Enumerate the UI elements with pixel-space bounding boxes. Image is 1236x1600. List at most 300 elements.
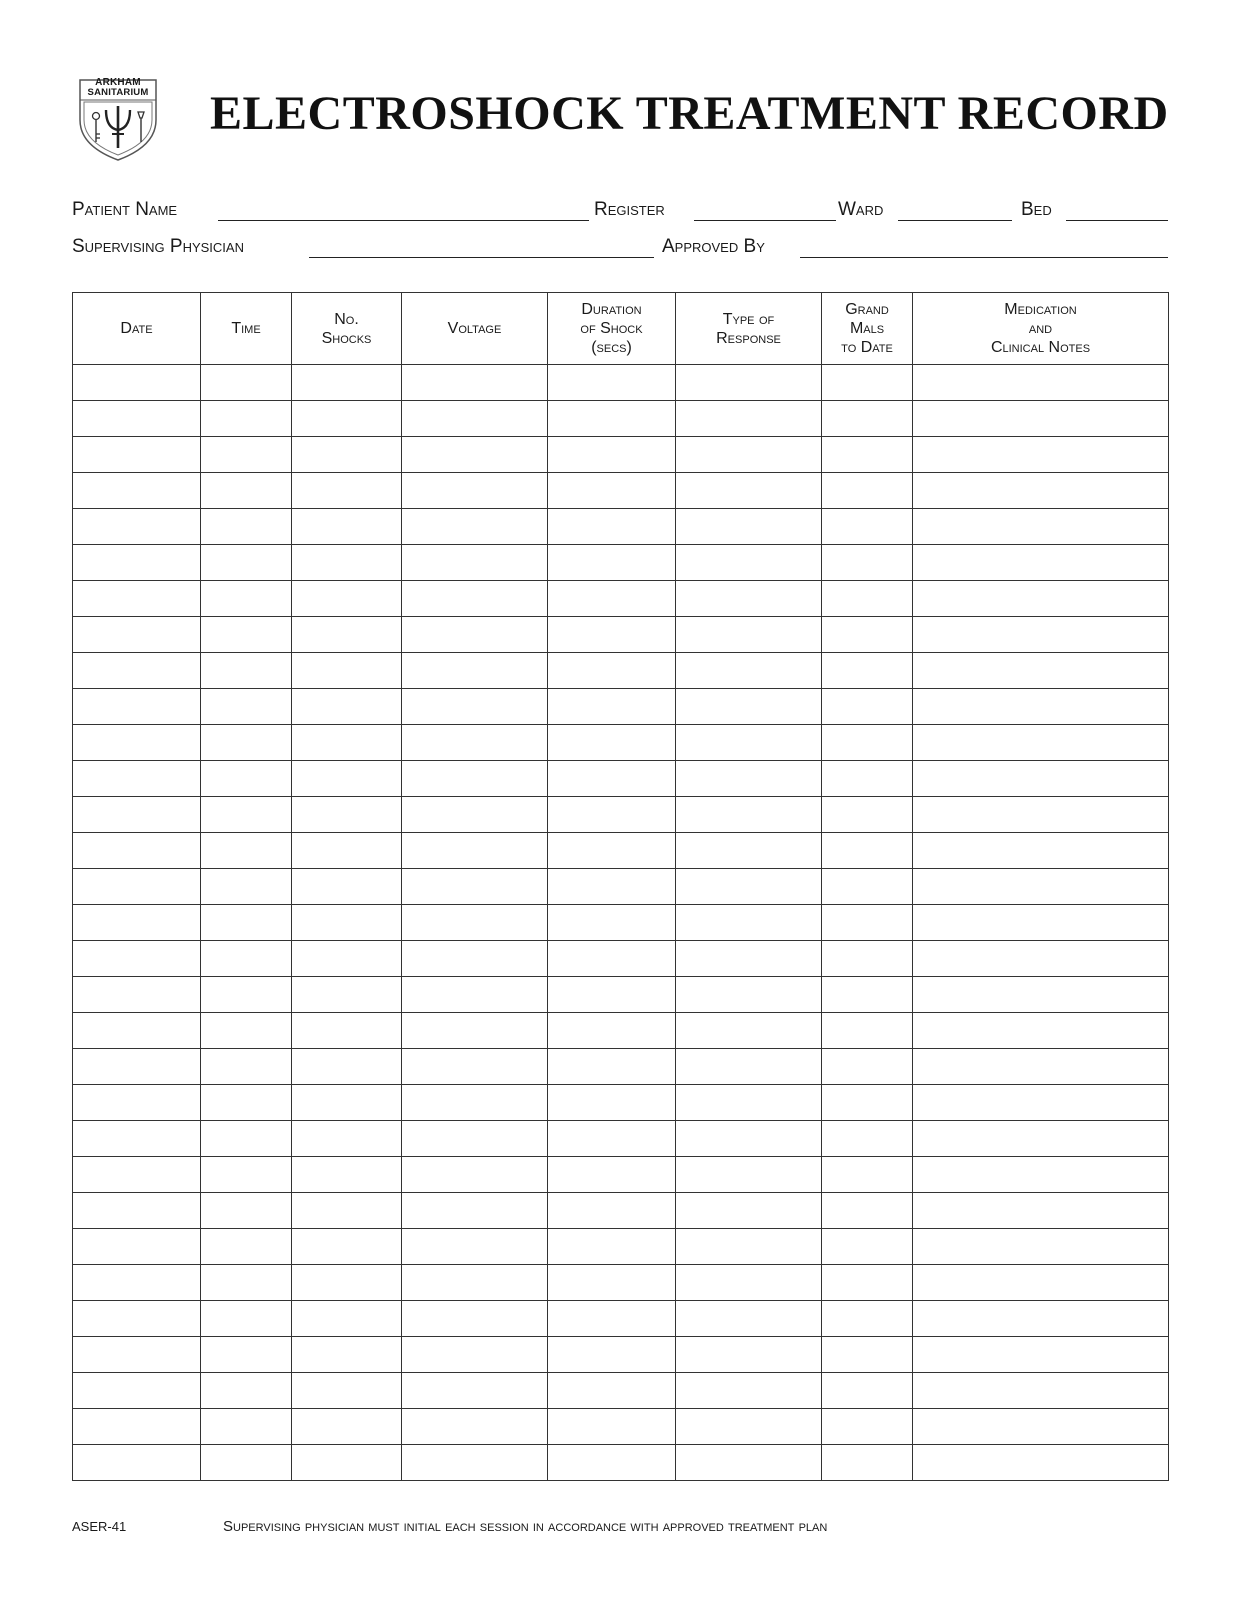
table-cell[interactable]	[676, 761, 822, 797]
table-cell[interactable]	[913, 761, 1169, 797]
table-cell[interactable]	[913, 797, 1169, 833]
table-cell[interactable]	[402, 545, 548, 581]
table-cell[interactable]	[201, 1229, 292, 1265]
table-cell[interactable]	[73, 1265, 201, 1301]
table-cell[interactable]	[913, 1301, 1169, 1337]
table-cell[interactable]	[73, 1121, 201, 1157]
table-cell[interactable]	[73, 1085, 201, 1121]
table-cell[interactable]	[292, 761, 402, 797]
table-cell[interactable]	[676, 653, 822, 689]
table-cell[interactable]	[73, 725, 201, 761]
table-cell[interactable]	[201, 905, 292, 941]
table-cell[interactable]	[73, 1157, 201, 1193]
table-cell[interactable]	[292, 437, 402, 473]
table-cell[interactable]	[201, 1049, 292, 1085]
table-cell[interactable]	[822, 1409, 913, 1445]
table-cell[interactable]	[292, 1337, 402, 1373]
table-cell[interactable]	[822, 941, 913, 977]
table-cell[interactable]	[402, 725, 548, 761]
table-row	[73, 941, 1169, 977]
table-cell[interactable]	[292, 1157, 402, 1193]
table-cell[interactable]	[402, 581, 548, 617]
table-cell[interactable]	[73, 509, 201, 545]
table-cell[interactable]	[913, 581, 1169, 617]
table-cell[interactable]	[201, 977, 292, 1013]
table-cell[interactable]	[822, 1085, 913, 1121]
table-cell[interactable]	[402, 869, 548, 905]
table-cell[interactable]	[402, 1157, 548, 1193]
table-cell[interactable]	[913, 1265, 1169, 1301]
table-cell[interactable]	[292, 653, 402, 689]
table-body	[73, 365, 1169, 1481]
table-cell[interactable]	[201, 1409, 292, 1445]
table-cell[interactable]	[548, 905, 676, 941]
patient-name-field[interactable]	[218, 220, 589, 221]
table-cell[interactable]	[292, 1013, 402, 1049]
table-cell[interactable]	[822, 1229, 913, 1265]
table-cell[interactable]	[676, 473, 822, 509]
table-cell[interactable]	[292, 545, 402, 581]
table-cell[interactable]	[913, 1085, 1169, 1121]
table-row	[73, 1193, 1169, 1229]
table-cell[interactable]	[913, 869, 1169, 905]
column-header: Grand Mals to Date	[822, 293, 913, 365]
table-cell[interactable]	[676, 797, 822, 833]
table-cell[interactable]	[913, 473, 1169, 509]
table-cell[interactable]	[822, 1337, 913, 1373]
table-cell[interactable]	[548, 473, 676, 509]
table-row	[73, 401, 1169, 437]
table-cell[interactable]	[292, 1373, 402, 1409]
table-cell[interactable]	[676, 1265, 822, 1301]
seal-text-top: ARKHAM	[95, 77, 141, 88]
table-cell[interactable]	[822, 1373, 913, 1409]
table-row	[73, 725, 1169, 761]
table-cell[interactable]	[201, 509, 292, 545]
table-cell[interactable]	[292, 905, 402, 941]
table-cell[interactable]	[292, 617, 402, 653]
table-cell[interactable]	[73, 1301, 201, 1337]
table-cell[interactable]	[201, 1121, 292, 1157]
table-cell[interactable]	[201, 545, 292, 581]
table-cell[interactable]	[201, 1085, 292, 1121]
table-cell[interactable]	[676, 617, 822, 653]
column-header: Time	[201, 293, 292, 365]
sanitarium-seal	[76, 76, 160, 162]
table-cell[interactable]	[402, 1337, 548, 1373]
table-cell[interactable]	[676, 833, 822, 869]
table-cell[interactable]	[73, 941, 201, 977]
table-cell[interactable]	[913, 617, 1169, 653]
table-cell[interactable]	[676, 1301, 822, 1337]
form-code: ASER-41	[72, 1519, 127, 1534]
table-cell[interactable]	[822, 689, 913, 725]
document-title: ELECTROSHOCK TREATMENT RECORD	[210, 87, 1169, 140]
table-cell[interactable]	[402, 1229, 548, 1265]
table-cell[interactable]	[73, 1193, 201, 1229]
table-cell[interactable]	[73, 1049, 201, 1085]
table-cell[interactable]	[822, 1157, 913, 1193]
table-cell[interactable]	[201, 365, 292, 401]
table-cell[interactable]	[548, 977, 676, 1013]
table-cell[interactable]	[548, 1373, 676, 1409]
table-cell[interactable]	[201, 761, 292, 797]
table-cell[interactable]	[73, 833, 201, 869]
table-row	[73, 437, 1169, 473]
table-cell[interactable]	[201, 1301, 292, 1337]
column-header: No. Shocks	[292, 293, 402, 365]
table-row	[73, 1301, 1169, 1337]
table-cell[interactable]	[822, 1445, 913, 1481]
table-cell[interactable]	[201, 833, 292, 869]
table-cell[interactable]	[822, 1301, 913, 1337]
table-cell[interactable]	[913, 1157, 1169, 1193]
table-cell[interactable]	[292, 1409, 402, 1445]
table-row	[73, 1085, 1169, 1121]
table-cell[interactable]	[548, 1301, 676, 1337]
table-cell[interactable]	[292, 1301, 402, 1337]
table-cell[interactable]	[548, 833, 676, 869]
table-cell[interactable]	[73, 365, 201, 401]
table-cell[interactable]	[548, 1157, 676, 1193]
table-cell[interactable]	[822, 761, 913, 797]
table-row	[73, 1229, 1169, 1265]
table-cell[interactable]	[913, 1409, 1169, 1445]
table-cell[interactable]	[201, 725, 292, 761]
table-cell[interactable]	[548, 1085, 676, 1121]
table-row	[73, 833, 1169, 869]
table-cell[interactable]	[676, 1049, 822, 1085]
table-cell[interactable]	[201, 1265, 292, 1301]
supervising-physician-label: Supervising Physician	[72, 236, 244, 257]
table-cell[interactable]	[292, 977, 402, 1013]
table-cell[interactable]	[676, 1445, 822, 1481]
table-cell[interactable]	[676, 725, 822, 761]
table-cell[interactable]	[822, 1193, 913, 1229]
table-cell[interactable]	[402, 905, 548, 941]
seal-text-bottom: SANITARIUM	[87, 87, 149, 98]
table-cell[interactable]	[402, 437, 548, 473]
table-cell[interactable]	[73, 1409, 201, 1445]
table-cell[interactable]	[676, 869, 822, 905]
table-row	[73, 653, 1169, 689]
table-cell[interactable]	[548, 1049, 676, 1085]
table-cell[interactable]	[402, 401, 548, 437]
supervising-physician-field[interactable]	[309, 257, 654, 258]
table-cell[interactable]	[73, 1445, 201, 1481]
table-cell[interactable]	[402, 365, 548, 401]
table-cell[interactable]	[548, 1265, 676, 1301]
table-cell[interactable]	[676, 977, 822, 1013]
table-cell[interactable]	[822, 869, 913, 905]
table-cell[interactable]	[402, 473, 548, 509]
table-cell[interactable]	[822, 509, 913, 545]
table-row	[73, 365, 1169, 401]
table-cell[interactable]	[292, 941, 402, 977]
table-cell[interactable]	[676, 581, 822, 617]
table-cell[interactable]	[402, 797, 548, 833]
table-cell[interactable]	[201, 1337, 292, 1373]
footer-instruction: Supervising physician must initial each session in accordance with approved treatment plan	[223, 1518, 828, 1535]
table-cell[interactable]	[548, 869, 676, 905]
table-cell[interactable]	[822, 545, 913, 581]
table-cell[interactable]	[548, 1121, 676, 1157]
table-row	[73, 473, 1169, 509]
table-cell[interactable]	[402, 761, 548, 797]
table-cell[interactable]	[402, 689, 548, 725]
table-cell[interactable]	[402, 833, 548, 869]
table-cell[interactable]	[548, 761, 676, 797]
table-row	[73, 797, 1169, 833]
table-cell[interactable]	[822, 1121, 913, 1157]
table-cell[interactable]	[676, 1373, 822, 1409]
table-cell[interactable]	[73, 797, 201, 833]
table-cell[interactable]	[822, 581, 913, 617]
bed-field[interactable]	[1066, 220, 1168, 221]
table-cell[interactable]	[292, 1121, 402, 1157]
table-cell[interactable]	[676, 1013, 822, 1049]
table-row	[73, 1013, 1169, 1049]
table-cell[interactable]	[548, 689, 676, 725]
table-cell[interactable]	[822, 833, 913, 869]
table-cell[interactable]	[292, 365, 402, 401]
table-cell[interactable]	[201, 689, 292, 725]
table-cell[interactable]	[913, 833, 1169, 869]
table-cell[interactable]	[73, 869, 201, 905]
table-cell[interactable]	[292, 509, 402, 545]
table-cell[interactable]	[73, 617, 201, 653]
table-cell[interactable]	[548, 1445, 676, 1481]
table-cell[interactable]	[548, 797, 676, 833]
table-cell[interactable]	[822, 977, 913, 1013]
table-cell[interactable]	[676, 905, 822, 941]
table-cell[interactable]	[402, 1193, 548, 1229]
table-cell[interactable]	[676, 437, 822, 473]
table-cell[interactable]	[822, 653, 913, 689]
table-cell[interactable]	[402, 1301, 548, 1337]
table-cell[interactable]	[201, 869, 292, 905]
table-cell[interactable]	[676, 509, 822, 545]
table-cell[interactable]	[201, 473, 292, 509]
table-cell[interactable]	[73, 401, 201, 437]
table-cell[interactable]	[548, 365, 676, 401]
table-cell[interactable]	[676, 365, 822, 401]
table-cell[interactable]	[73, 977, 201, 1013]
table-cell[interactable]	[913, 725, 1169, 761]
table-cell[interactable]	[292, 1049, 402, 1085]
patient-name-label: Patient Name	[72, 199, 178, 220]
table-cell[interactable]	[548, 401, 676, 437]
table-cell[interactable]	[676, 545, 822, 581]
table-cell[interactable]	[201, 941, 292, 977]
table-cell[interactable]	[822, 1265, 913, 1301]
table-cell[interactable]	[201, 1013, 292, 1049]
table-cell[interactable]	[73, 1373, 201, 1409]
approved-by-field[interactable]	[800, 257, 1168, 258]
table-cell[interactable]	[201, 1445, 292, 1481]
table-cell[interactable]	[913, 1337, 1169, 1373]
table-cell[interactable]	[676, 689, 822, 725]
table-cell[interactable]	[676, 401, 822, 437]
table-cell[interactable]	[292, 1229, 402, 1265]
table-cell[interactable]	[913, 1229, 1169, 1265]
table-row	[73, 869, 1169, 905]
table-cell[interactable]	[201, 437, 292, 473]
table-cell[interactable]	[913, 689, 1169, 725]
table-cell[interactable]	[292, 1193, 402, 1229]
table-cell[interactable]	[822, 1049, 913, 1085]
table-cell[interactable]	[201, 1157, 292, 1193]
table-cell[interactable]	[292, 1445, 402, 1481]
table-cell[interactable]	[548, 509, 676, 545]
table-row	[73, 509, 1169, 545]
table-cell[interactable]	[676, 1121, 822, 1157]
table-cell[interactable]	[913, 1049, 1169, 1085]
table-cell[interactable]	[292, 689, 402, 725]
column-header: Duration of Shock (secs)	[548, 293, 676, 365]
table-cell[interactable]	[292, 725, 402, 761]
table-cell[interactable]	[292, 797, 402, 833]
table-cell[interactable]	[548, 581, 676, 617]
table-cell[interactable]	[73, 905, 201, 941]
table-cell[interactable]	[822, 473, 913, 509]
table-cell[interactable]	[913, 977, 1169, 1013]
table-cell[interactable]	[292, 401, 402, 437]
table-cell[interactable]	[913, 1193, 1169, 1229]
table-cell[interactable]	[73, 1229, 201, 1265]
table-cell[interactable]	[402, 977, 548, 1013]
table-cell[interactable]	[676, 1229, 822, 1265]
table-cell[interactable]	[73, 473, 201, 509]
table-cell[interactable]	[913, 509, 1169, 545]
table-cell[interactable]	[201, 617, 292, 653]
table-cell[interactable]	[292, 1265, 402, 1301]
table-cell[interactable]	[548, 1337, 676, 1373]
table-cell[interactable]	[402, 1049, 548, 1085]
table-cell[interactable]	[402, 941, 548, 977]
table-cell[interactable]	[402, 1121, 548, 1157]
column-header: Date	[73, 293, 201, 365]
table-cell[interactable]	[73, 437, 201, 473]
table-cell[interactable]	[73, 545, 201, 581]
table-row	[73, 977, 1169, 1013]
table-row	[73, 1265, 1169, 1301]
table-cell[interactable]	[292, 473, 402, 509]
ward-field[interactable]	[898, 220, 1012, 221]
table-cell[interactable]	[676, 1157, 822, 1193]
table-cell[interactable]	[822, 617, 913, 653]
table-cell[interactable]	[822, 437, 913, 473]
table-cell[interactable]	[548, 545, 676, 581]
register-field[interactable]	[694, 220, 836, 221]
table-cell[interactable]	[402, 653, 548, 689]
table-cell[interactable]	[548, 1229, 676, 1265]
table-cell[interactable]	[73, 653, 201, 689]
table-cell[interactable]	[402, 617, 548, 653]
table-row	[73, 1409, 1169, 1445]
table-cell[interactable]	[292, 833, 402, 869]
table-row	[73, 1445, 1169, 1481]
table-cell[interactable]	[913, 1445, 1169, 1481]
table-cell[interactable]	[913, 653, 1169, 689]
table-cell[interactable]	[548, 437, 676, 473]
table-cell[interactable]	[676, 1193, 822, 1229]
table-cell[interactable]	[676, 1085, 822, 1121]
table-cell[interactable]	[292, 1085, 402, 1121]
table-cell[interactable]	[73, 581, 201, 617]
table-cell[interactable]	[548, 617, 676, 653]
table-cell[interactable]	[822, 365, 913, 401]
table-row	[73, 1121, 1169, 1157]
table-cell[interactable]	[402, 1013, 548, 1049]
table-cell[interactable]	[548, 941, 676, 977]
table-cell[interactable]	[201, 1193, 292, 1229]
table-row	[73, 1373, 1169, 1409]
table-cell[interactable]	[292, 869, 402, 905]
table-cell[interactable]	[402, 1409, 548, 1445]
register-label: Register	[594, 199, 665, 220]
column-header: Medication and Clinical Notes	[913, 293, 1169, 365]
table-cell[interactable]	[676, 1409, 822, 1445]
table-cell[interactable]	[402, 1445, 548, 1481]
table-cell[interactable]	[913, 1121, 1169, 1157]
table-cell[interactable]	[548, 1013, 676, 1049]
table-cell[interactable]	[73, 1013, 201, 1049]
table-cell[interactable]	[548, 1193, 676, 1229]
table-cell[interactable]	[548, 653, 676, 689]
table-cell[interactable]	[73, 761, 201, 797]
table-cell[interactable]	[913, 905, 1169, 941]
table-cell[interactable]	[676, 941, 822, 977]
table-cell[interactable]	[402, 509, 548, 545]
table-cell[interactable]	[822, 797, 913, 833]
table-cell[interactable]	[201, 653, 292, 689]
table-header-row	[73, 293, 1169, 365]
table-cell[interactable]	[402, 1265, 548, 1301]
table-cell[interactable]	[913, 401, 1169, 437]
table-cell[interactable]	[402, 1085, 548, 1121]
table-cell[interactable]	[292, 581, 402, 617]
table-cell[interactable]	[548, 725, 676, 761]
table-cell[interactable]	[548, 1409, 676, 1445]
table-cell[interactable]	[913, 365, 1169, 401]
table-row	[73, 1049, 1169, 1085]
table-cell[interactable]	[913, 1373, 1169, 1409]
table-cell[interactable]	[822, 905, 913, 941]
table-cell[interactable]	[913, 941, 1169, 977]
treatment-table	[72, 292, 1169, 1481]
table-row	[73, 761, 1169, 797]
table-cell[interactable]	[402, 1373, 548, 1409]
table-cell[interactable]	[822, 1013, 913, 1049]
table-cell[interactable]	[676, 1337, 822, 1373]
table-cell[interactable]	[73, 689, 201, 725]
table-cell[interactable]	[913, 1013, 1169, 1049]
table-row	[73, 905, 1169, 941]
table-cell[interactable]	[201, 401, 292, 437]
table-cell[interactable]	[201, 581, 292, 617]
table-cell[interactable]	[201, 797, 292, 833]
table-cell[interactable]	[913, 437, 1169, 473]
table-cell[interactable]	[73, 1337, 201, 1373]
table-cell[interactable]	[822, 725, 913, 761]
table-cell[interactable]	[913, 545, 1169, 581]
table-cell[interactable]	[201, 1373, 292, 1409]
bed-label: Bed	[1021, 199, 1052, 220]
table-row	[73, 545, 1169, 581]
column-header: Type of Response	[676, 293, 822, 365]
table-cell[interactable]	[822, 401, 913, 437]
